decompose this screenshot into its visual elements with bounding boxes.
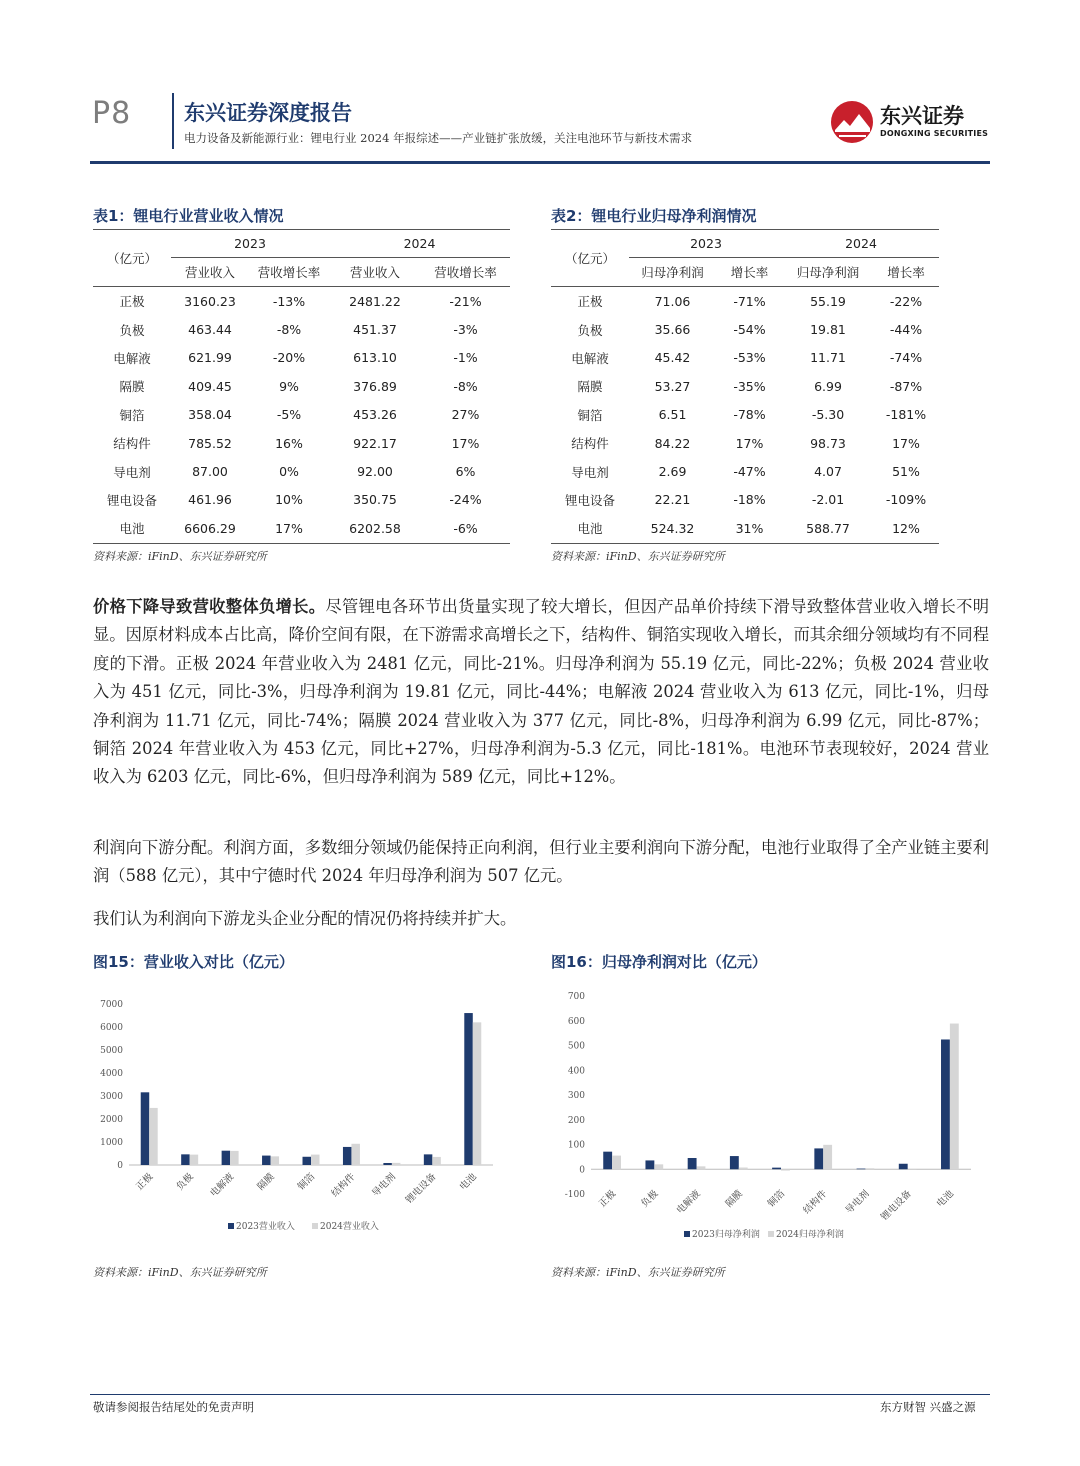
bar-b — [392, 1163, 400, 1165]
table-cell: 31% — [716, 514, 783, 543]
table-cell: -6% — [421, 514, 510, 543]
table-cell: 453.26 — [353, 407, 397, 423]
bar-b — [311, 1155, 319, 1165]
revenue-bar-chart — [93, 990, 513, 1240]
row-label: 正极 — [577, 294, 603, 310]
bar-a — [141, 1092, 149, 1165]
table-cell: -3% — [453, 322, 478, 338]
header-rule — [90, 161, 990, 164]
dongxing-logo-icon — [830, 100, 876, 144]
table-cell: 9% — [279, 378, 299, 394]
y-tick-label: 2000 — [100, 1115, 123, 1125]
table-cell: -8% — [453, 378, 478, 394]
table-cell: 10% — [275, 492, 303, 508]
row-label: 负极 — [119, 322, 145, 338]
table-row — [93, 287, 510, 316]
table1-subheader: 营收增长率 — [249, 258, 329, 287]
bar-a — [814, 1148, 823, 1169]
bar-a — [424, 1154, 432, 1165]
table-cell: 17% — [249, 514, 329, 543]
chart2-source: 资料来源：iFinD、东兴证券研究所 — [551, 1266, 725, 1279]
table-cell: -1% — [453, 350, 478, 366]
table-cell: -53% — [733, 350, 766, 366]
bar-a — [222, 1151, 230, 1165]
category-label: 电池 — [457, 1171, 479, 1193]
table-cell: 6.51 — [658, 407, 687, 423]
table1-source: 资料来源：iFinD、东兴证券研究所 — [93, 550, 267, 563]
table-cell: 2.69 — [658, 464, 687, 480]
table-cell: -74% — [889, 350, 923, 366]
table1-year-b: 2024 — [329, 230, 510, 258]
table-cell: -24% — [449, 492, 482, 508]
table-cell: -20% — [272, 350, 306, 366]
bar-b — [781, 1169, 790, 1170]
row-label: 锂电设备 — [106, 492, 157, 508]
category-label: 导电剂 — [843, 1188, 872, 1217]
table2-year-a: 2023 — [629, 230, 783, 258]
table-row — [551, 287, 939, 316]
paragraph-lead: 价格下降导致营收整体负增长。 — [93, 597, 326, 616]
bar-b — [612, 1156, 621, 1170]
chart1-source: 资料来源：iFinD、东兴证券研究所 — [93, 1266, 267, 1279]
footer-slogan: 东方财智 兴盛之源 — [880, 1400, 976, 1414]
y-tick-label: 4000 — [100, 1069, 123, 1079]
legend-label: 2023营业收入 — [236, 1222, 295, 1232]
table-cell: 11.71 — [810, 350, 846, 366]
y-tick-label: 7000 — [100, 1000, 123, 1010]
legend-swatch — [228, 1223, 234, 1229]
page-number: P8 — [92, 96, 132, 131]
table-cell: 621.99 — [188, 350, 232, 366]
table-cell: 53.27 — [654, 378, 691, 394]
bar-b — [432, 1157, 440, 1165]
row-label: 隔膜 — [119, 379, 145, 395]
legend-label: 2024归母净利润 — [776, 1230, 844, 1240]
bar-b — [230, 1151, 238, 1165]
table-row — [551, 457, 939, 485]
table-row — [93, 344, 510, 372]
table-cell: 98.73 — [810, 435, 846, 451]
table-cell: 785.52 — [188, 435, 232, 451]
table-cell: -181% — [885, 407, 927, 423]
row-label: 负极 — [577, 322, 603, 338]
table-cell: 376.89 — [353, 378, 397, 394]
y-tick-label: 100 — [567, 1140, 585, 1151]
row-label: 导电剂 — [571, 464, 609, 480]
category-label: 正极 — [134, 1171, 156, 1193]
footer-disclaimer: 敬请参阅报告结尾处的免责声明 — [93, 1400, 254, 1414]
table-row — [551, 514, 939, 543]
row-label: 电解液 — [113, 350, 151, 366]
category-label: 隔膜 — [723, 1188, 745, 1210]
y-tick-label: -100 — [564, 1190, 585, 1200]
table-cell: 4.07 — [814, 464, 842, 480]
table-cell: -109% — [885, 492, 927, 508]
table-row — [93, 372, 510, 400]
y-tick-label: 3000 — [100, 1092, 123, 1102]
table-cell: -78% — [733, 407, 766, 423]
table-cell: 55.19 — [810, 293, 846, 309]
bar-a — [941, 1039, 950, 1169]
bar-a — [688, 1158, 697, 1169]
legend-swatch — [684, 1231, 690, 1237]
legend-label: 2024营业收入 — [320, 1222, 379, 1232]
bar-b — [190, 1155, 198, 1165]
row-label: 电池 — [551, 514, 629, 543]
category-label: 铜箔 — [765, 1188, 788, 1210]
y-tick-label: 200 — [567, 1115, 585, 1126]
table-cell: 613.10 — [353, 350, 397, 366]
bar-b — [271, 1156, 279, 1165]
table-cell: 17% — [451, 435, 480, 451]
table-cell: -13% — [272, 293, 306, 309]
row-label: 铜箔 — [577, 407, 603, 423]
table-cell: -47% — [733, 464, 766, 480]
row-label: 铜箔 — [119, 407, 145, 423]
y-tick-label: 600 — [567, 1016, 585, 1027]
table-cell: -22% — [889, 293, 923, 309]
bar-b — [950, 1024, 959, 1170]
table-cell: 92.00 — [357, 464, 393, 480]
bar-a — [899, 1164, 908, 1169]
table-cell: 17% — [735, 435, 764, 451]
table2-year-b: 2024 — [783, 230, 939, 258]
table-row — [93, 429, 510, 457]
table1-year-a: 2023 — [171, 230, 329, 258]
category-label: 结构件 — [329, 1171, 358, 1200]
revenue-table — [93, 229, 510, 544]
bar-a — [383, 1163, 391, 1165]
table1-subheader: 营业收入 — [171, 258, 249, 287]
bar-a — [730, 1156, 739, 1169]
table-row — [551, 344, 939, 372]
row-label: 正极 — [119, 294, 145, 310]
category-label: 隔膜 — [255, 1171, 277, 1193]
table-row — [551, 429, 939, 457]
table1-subheader: 营业收入 — [329, 258, 421, 287]
category-label: 负极 — [174, 1171, 196, 1193]
bar-b — [697, 1166, 706, 1169]
table2-unit: （亿元） — [551, 230, 629, 287]
bar-b — [908, 1169, 917, 1170]
category-label: 电解液 — [674, 1188, 703, 1217]
table-row — [93, 457, 510, 485]
table-cell: 350.75 — [353, 492, 397, 508]
y-tick-label: 1000 — [100, 1138, 123, 1148]
bar-a — [857, 1169, 866, 1170]
bar-b — [149, 1108, 157, 1165]
paragraph-revenue — [93, 593, 989, 792]
table1-unit: （亿元） — [93, 230, 171, 287]
table-cell: -54% — [733, 322, 766, 338]
table-cell: -2.01 — [811, 492, 845, 508]
bar-b — [473, 1022, 481, 1165]
table-cell: -8% — [276, 322, 302, 338]
table-cell: -71% — [733, 293, 766, 309]
paragraph-text: 尽管锂电各环节出货量实现了较大增长，但因产品单价持续下滑导致整体营业收入增长不明显。因原材料成本占比高，降价空间有限，在下游需求高增长之下，结构件、铜箔实现收入增长，而其余细分领域均有不同程度的下滑。正极 2024 年营业收入为 2481 亿元，同比-21%。归母净利润为 55.19 亿元，同比-22%；负极 2024 营业收入为 451 亿元，同比-3%，归母净利润为 19.81 亿元，同比-44%；电解液 2024 营业收入为 613 亿元，同比-1%，归母净利润为 11.71 亿元，同比-74%；隔膜 2024 营业收入为 377 亿元，同比-8%，归母净利润为 6.99 亿元，同比-87%；铜箔 2024 年营业收入为 453 亿元，同比+27%，归母净利润为-5.3 亿元，同比-181%。电池环节表现较好，2024 营业收入为 6203 亿元，同比-6%，但归母净利润为 589 亿元，同比+12%。 — [93, 597, 989, 787]
legend-swatch — [312, 1223, 318, 1229]
row-label: 电池 — [93, 514, 171, 543]
table-cell: 51% — [892, 464, 920, 480]
logo-text-cn: 东兴证券 — [880, 104, 964, 128]
table-cell: 84.22 — [654, 435, 691, 451]
table-cell: 22.21 — [654, 492, 691, 508]
category-label: 锂电设备 — [403, 1171, 439, 1207]
table-row — [551, 315, 939, 343]
table-cell: 16% — [275, 435, 303, 451]
row-label: 导电剂 — [113, 464, 151, 480]
table-cell: -5% — [276, 407, 302, 423]
table-cell: 6606.29 — [171, 514, 249, 543]
table-row — [93, 315, 510, 343]
category-label: 正极 — [597, 1188, 619, 1210]
table-row — [93, 401, 510, 429]
bar-a — [464, 1013, 472, 1165]
table-cell: 6.99 — [814, 378, 842, 394]
table2-subheader: 归母净利润 — [629, 258, 716, 287]
profit-bar-chart — [551, 985, 981, 1247]
row-label: 隔膜 — [577, 379, 603, 395]
bar-a — [645, 1160, 654, 1169]
report-title: 东兴证券深度报告 — [184, 101, 352, 125]
row-label: 结构件 — [113, 436, 151, 452]
table-cell: 463.44 — [188, 322, 232, 338]
table-cell: 12% — [873, 514, 939, 543]
category-label: 结构件 — [801, 1188, 830, 1217]
chart2-title: 图16：归母净利润对比（亿元） — [551, 953, 767, 971]
table-cell: 19.81 — [810, 322, 846, 338]
chart1-title: 图15：营业收入对比（亿元） — [93, 953, 294, 971]
bar-a — [772, 1168, 781, 1170]
bar-a — [303, 1157, 311, 1165]
y-tick-label: 400 — [567, 1066, 585, 1077]
table-row — [93, 486, 510, 514]
table-cell: 3160.23 — [184, 293, 236, 309]
row-label: 结构件 — [571, 436, 609, 452]
category-label: 锂电设备 — [879, 1188, 914, 1224]
paragraph-profit: 利润向下游分配。利润方面，多数细分领域仍能保持正向利润，但行业主要利润向下游分配，电池行业取得了全产业链主要利润（588 亿元），其中宁德时代 2024 年归母净利润为 507 亿元。 — [93, 838, 989, 886]
table-cell: -87% — [889, 378, 923, 394]
table-cell: 71.06 — [654, 293, 691, 309]
table-cell: 588.77 — [783, 514, 873, 543]
legend-label: 2023归母净利润 — [692, 1230, 760, 1240]
header-divider — [172, 93, 174, 149]
table1-caption: 表1：锂电行业营业收入情况 — [93, 207, 284, 225]
y-tick-label: 500 — [567, 1041, 585, 1052]
y-tick-label: 5000 — [100, 1046, 123, 1056]
table-cell: 2481.22 — [349, 293, 401, 309]
y-tick-label: 0 — [117, 1161, 123, 1171]
y-tick-label: 0 — [579, 1165, 585, 1176]
table2-source: 资料来源：iFinD、东兴证券研究所 — [551, 550, 725, 563]
y-tick-label: 6000 — [100, 1023, 123, 1033]
report-subtitle: 电力设备及新能源行业：锂电行业 2024 年报综述——产业链扩张放缓，关注电池环节与新技术需求 — [184, 131, 693, 145]
profit-table — [551, 229, 939, 544]
table-cell: 409.45 — [188, 378, 232, 394]
table-cell: 17% — [892, 435, 920, 451]
y-tick-label: 700 — [567, 992, 585, 1002]
row-label: 电解液 — [571, 350, 609, 366]
table-row — [551, 372, 939, 400]
category-label: 负极 — [639, 1188, 661, 1210]
table-cell: 524.32 — [629, 514, 716, 543]
table-cell: 87.00 — [192, 464, 228, 480]
table-cell: 27% — [451, 407, 480, 423]
table-cell: 358.04 — [188, 407, 232, 423]
table-cell: 45.42 — [654, 350, 691, 366]
table-row — [551, 486, 939, 514]
table-cell: 0% — [279, 464, 299, 480]
table-cell: -18% — [733, 492, 766, 508]
category-label: 电解液 — [208, 1171, 237, 1200]
bar-b — [739, 1168, 748, 1170]
table-row — [93, 514, 510, 543]
paragraph-conclusion: 我们认为利润向下游龙头企业分配的情况仍将持续并扩大。 — [93, 909, 517, 928]
bar-b — [823, 1145, 832, 1169]
table-cell: 6% — [455, 464, 476, 480]
table2-subheader: 归母净利润 — [783, 258, 873, 287]
table-cell: 461.96 — [188, 492, 232, 508]
category-label: 导电剂 — [370, 1171, 399, 1200]
table-cell: 451.37 — [353, 322, 397, 338]
table2-caption: 表2：锂电行业归母净利润情况 — [551, 207, 757, 225]
bar-a — [343, 1147, 351, 1165]
bar-b — [865, 1168, 874, 1169]
table-cell: 922.17 — [353, 435, 397, 451]
bar-a — [181, 1154, 189, 1165]
bar-b — [654, 1164, 663, 1169]
bar-a — [603, 1152, 612, 1170]
footer-rule — [90, 1394, 990, 1395]
table-cell: -5.30 — [811, 407, 845, 423]
legend-swatch — [768, 1231, 774, 1237]
bar-b — [351, 1144, 359, 1165]
table-cell: 35.66 — [654, 322, 691, 338]
table-cell: 6202.58 — [329, 514, 421, 543]
logo-text-en: DONGXING SECURITIES — [880, 129, 989, 138]
y-tick-label: 300 — [567, 1091, 585, 1101]
table-cell: -21% — [449, 293, 482, 309]
table2-subheader: 增长率 — [716, 258, 783, 287]
category-label: 铜箔 — [295, 1171, 318, 1193]
table-row — [551, 401, 939, 429]
row-label: 锂电设备 — [564, 492, 615, 508]
bar-a — [262, 1156, 270, 1165]
table-cell: -35% — [733, 378, 766, 394]
table-cell: -44% — [889, 322, 923, 338]
table1-subheader: 营收增长率 — [421, 258, 510, 287]
category-label: 电池 — [934, 1188, 957, 1210]
table2-subheader: 增长率 — [873, 258, 939, 287]
